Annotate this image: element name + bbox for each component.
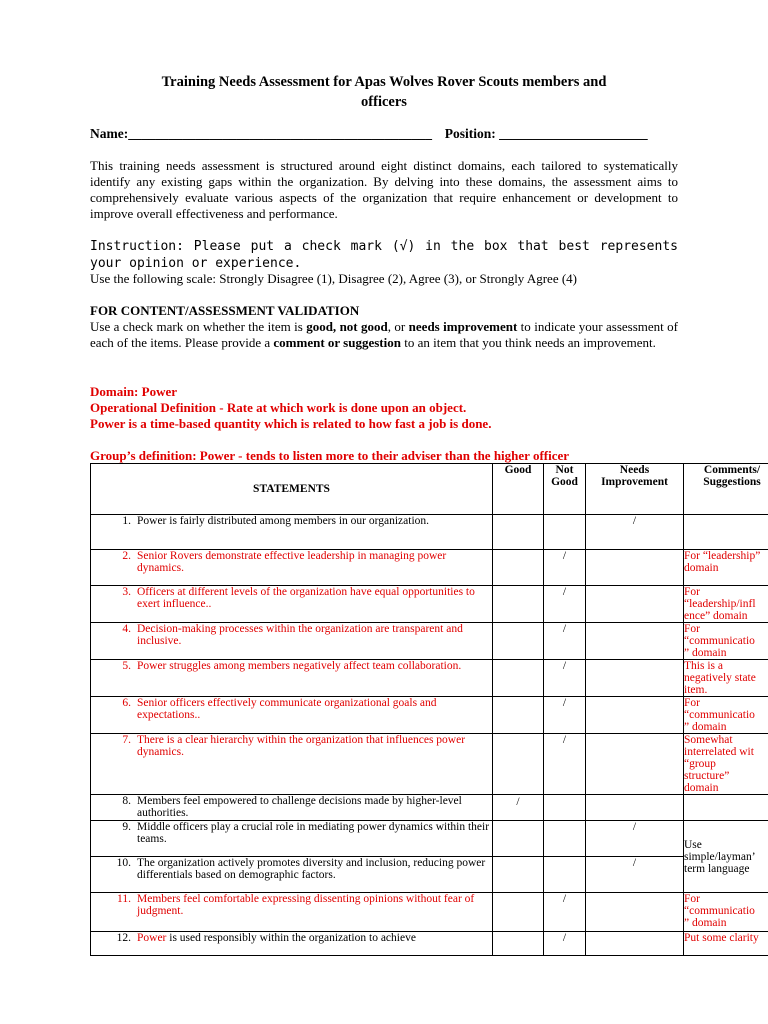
statement-text: Decision-making processes within the organization are transparent and inclusive. [137, 623, 463, 647]
table-row [91, 550, 768, 586]
comment-cell[interactable]: This is a negatively state item. [684, 660, 768, 697]
not-good-checkbox[interactable]: / [544, 660, 586, 697]
table-row [91, 660, 768, 697]
title-line-2: officers [361, 94, 407, 110]
table-row [91, 893, 768, 932]
statement-text: There is a clear hierarchy within the organization that influences power dynamics. [137, 734, 466, 758]
name-field[interactable]: Name:_____________________________________________ [90, 126, 432, 141]
not-good-header: Not Good [544, 464, 586, 515]
table-row [91, 857, 768, 893]
needs-improvement-checkbox[interactable] [586, 660, 684, 697]
comment-cell-merged[interactable]: Use simple/layman’ term language [684, 821, 768, 893]
statement-text: Senior Rovers demonstrate effective leadership in managing power dynamics. [137, 550, 447, 574]
instruction-text: Instruction: Please put a check mark (√) in the box that best represents your opinion or experience. [90, 239, 678, 271]
item-number: 8. [122, 795, 131, 807]
item-number: 3. [122, 586, 131, 598]
item-number: 1. [122, 515, 131, 527]
statement-text: Middle officers play a crucial role in mediating power dynamics within their teams. [137, 821, 490, 845]
comment-cell[interactable]: For “communicatio ” domain [684, 697, 768, 734]
needs-improvement-checkbox[interactable] [586, 734, 684, 795]
statement-cell [91, 515, 493, 550]
statement-cell [91, 586, 493, 623]
needs-improvement-checkbox[interactable]: / [586, 821, 684, 857]
name-position-row [90, 126, 648, 142]
not-good-checkbox[interactable] [544, 821, 586, 857]
table-row [91, 586, 768, 623]
statement-cell [91, 734, 493, 795]
operational-definition-2: Power is a time-based quantity which is related to how fast a job is done. [90, 416, 492, 431]
needs-improvement-checkbox[interactable] [586, 623, 684, 660]
not-good-checkbox[interactable] [544, 515, 586, 550]
needs-improvement-checkbox[interactable] [586, 795, 684, 821]
good-checkbox[interactable] [493, 697, 544, 734]
group-definition: Group’s definition: Power - tends to listen more to their adviser than the higher officer [90, 448, 570, 463]
domain-name: Domain: Power [90, 384, 178, 399]
statement-text: Power is fairly distributed among members in our organization. [137, 515, 430, 527]
needs-improvement-checkbox[interactable] [586, 932, 684, 956]
not-good-checkbox[interactable] [544, 795, 586, 821]
good-checkbox[interactable] [493, 515, 544, 550]
intro-paragraph: This training needs assessment is structured around eight distinct domains, each tailored to systematically identify any existing gaps within the organization. By delving into these domains, the assessment aims to comprehensively evaluate various aspects of the organization that require enhancement or development to improve overall effectiveness and performance. [90, 158, 678, 221]
good-checkbox[interactable] [493, 550, 544, 586]
comment-cell[interactable]: For “communicatio ” domain [684, 623, 768, 660]
statement-text: Members feel comfortable expressing dissenting opinions without fear of judgment. [137, 893, 475, 917]
statement-text: Power struggles among members negatively affect team collaboration. [137, 660, 462, 672]
position-field[interactable]: Position: ______________________ [444, 126, 648, 141]
document-title [95, 72, 673, 112]
item-number: 12. [116, 932, 131, 944]
statement-text: Members feel empowered to challenge decisions made by higher-level authorities. [137, 795, 462, 819]
not-good-checkbox[interactable]: / [544, 734, 586, 795]
table-row [91, 734, 768, 795]
statement-cell [91, 660, 493, 697]
statement-text: Senior officers effectively communicate organizational goals and expectations.. [137, 697, 437, 721]
comments-header: Comments/ Suggestions [684, 464, 768, 515]
assessment-table [90, 463, 768, 956]
needs-improvement-checkbox[interactable] [586, 586, 684, 623]
item-number: 6. [122, 697, 131, 709]
statement-cell [91, 623, 493, 660]
item-number: 4. [122, 623, 131, 635]
item-number: 9. [122, 821, 131, 833]
item-number: 2. [122, 550, 131, 562]
table-row [91, 623, 768, 660]
statement-cell [91, 932, 493, 956]
statement-cell [91, 550, 493, 586]
statement-text: Officers at different levels of the organization have equal opportunities to exert influence.. [137, 586, 475, 610]
good-checkbox[interactable] [493, 586, 544, 623]
comment-cell[interactable] [684, 795, 768, 821]
not-good-checkbox[interactable] [544, 857, 586, 893]
statements-header: STATEMENTS [91, 464, 493, 515]
good-header: Good [493, 464, 544, 515]
needs-improvement-checkbox[interactable]: / [586, 515, 684, 550]
statement-cell [91, 893, 493, 932]
comment-cell[interactable]: Somewhat interrelated wit “group structure” domain [684, 734, 768, 795]
not-good-checkbox[interactable]: / [544, 623, 586, 660]
table-row [91, 932, 768, 956]
not-good-checkbox[interactable]: / [544, 550, 586, 586]
table-row [91, 795, 768, 821]
item-number: 11. [117, 893, 131, 905]
comment-cell[interactable]: For “leadership/infl ence” domain [684, 586, 768, 623]
statement-cell [91, 857, 493, 893]
needs-improvement-header: Needs Improvement [586, 464, 684, 515]
good-checkbox[interactable] [493, 623, 544, 660]
not-good-checkbox[interactable]: / [544, 932, 586, 956]
table-row [91, 821, 768, 857]
good-checkbox[interactable] [493, 893, 544, 932]
table-row [91, 515, 768, 550]
validation-paragraph: Use a check mark on whether the item is good, not good, or needs improvement to indicate your assessment of each of the items. Please provide a comment or suggestion to an item that you think needs an improvement. [90, 319, 678, 350]
good-checkbox[interactable] [493, 821, 544, 857]
needs-improvement-checkbox[interactable] [586, 550, 684, 586]
statement-cell [91, 821, 493, 857]
good-checkbox[interactable]: / [493, 795, 544, 821]
item-number: 7. [122, 734, 131, 746]
operational-definition: Operational Definition - Rate at which work is done upon an object. [90, 400, 467, 415]
table-row [91, 697, 768, 734]
title-line-1: Training Needs Assessment for Apas Wolves Rover Scouts members and [161, 74, 607, 90]
scale-text: Use the following scale: Strongly Disagree (1), Disagree (2), Agree (3), or Strongly Agree (4) [90, 271, 577, 286]
comment-cell[interactable]: Put some clarity [684, 932, 768, 956]
statement-text: Power is used responsibly within the organization to achieve [137, 932, 416, 944]
item-number: 5. [122, 660, 131, 672]
not-good-checkbox[interactable]: / [544, 893, 586, 932]
not-good-checkbox[interactable]: / [544, 697, 586, 734]
table-header-row [91, 464, 768, 515]
validation-heading: FOR CONTENT/ASSESSMENT VALIDATION [90, 303, 360, 318]
not-good-checkbox[interactable]: / [544, 586, 586, 623]
good-checkbox[interactable] [493, 660, 544, 697]
needs-improvement-checkbox[interactable] [586, 893, 684, 932]
comment-cell[interactable]: For “communicatio ” domain [684, 893, 768, 932]
good-checkbox[interactable] [493, 932, 544, 956]
item-number: 10. [116, 857, 131, 869]
comment-cell[interactable]: For “leadership” domain [684, 550, 768, 586]
comment-cell[interactable] [684, 515, 768, 550]
statement-cell [91, 697, 493, 734]
needs-improvement-checkbox[interactable]: / [586, 857, 684, 893]
good-checkbox[interactable] [493, 734, 544, 795]
needs-improvement-checkbox[interactable] [586, 697, 684, 734]
statement-text: The organization actively promotes diversity and inclusion, reducing power differentials based on demographic factors. [137, 857, 486, 881]
statement-cell [91, 795, 493, 821]
good-checkbox[interactable] [493, 857, 544, 893]
